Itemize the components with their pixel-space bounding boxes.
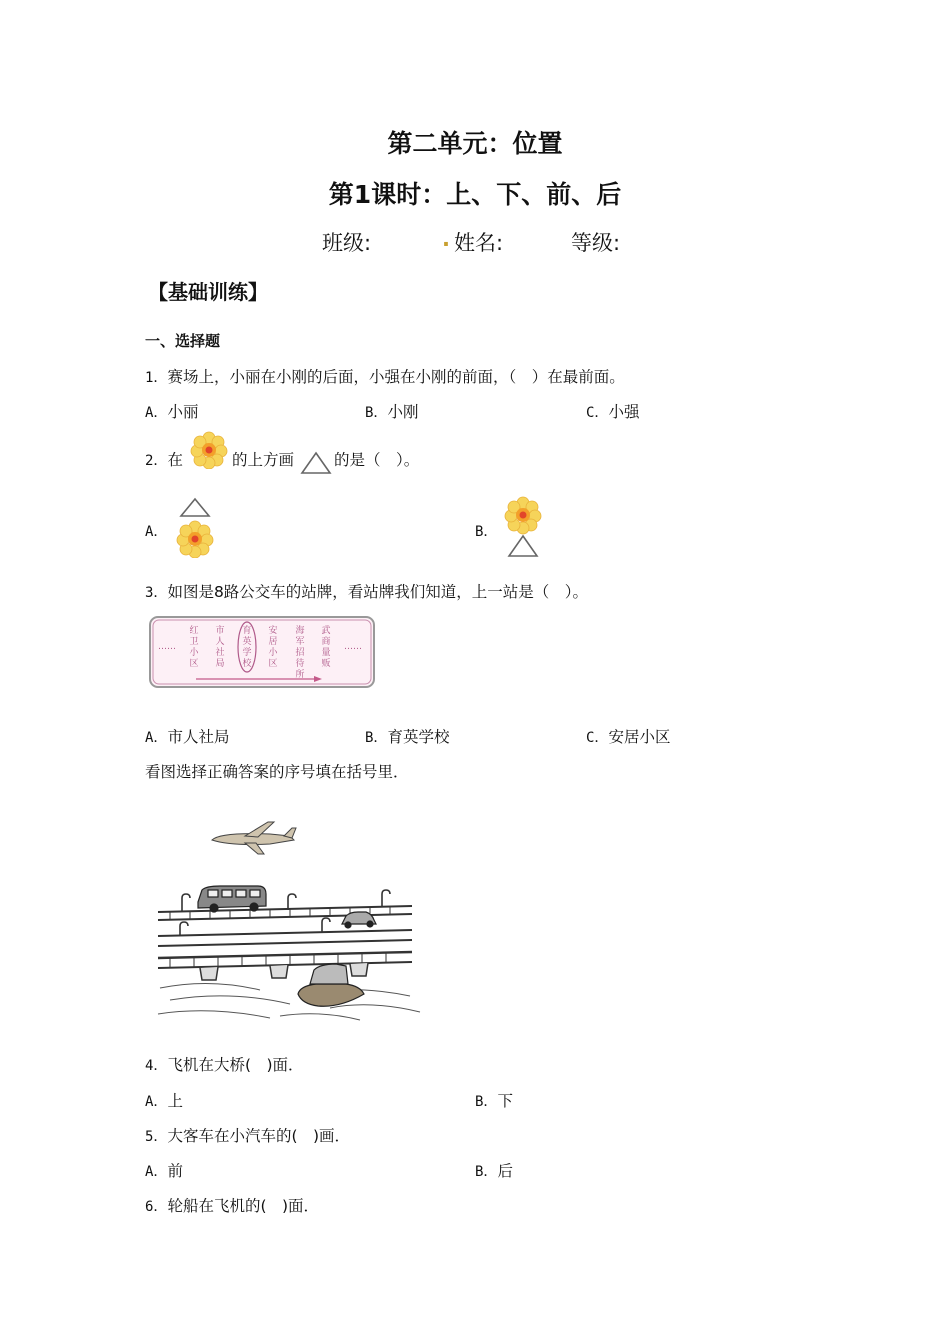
- question-2-suffix: 的是（ ）。: [334, 451, 420, 469]
- stop-name-char: 区: [268, 659, 278, 669]
- bridge-illustration: [158, 890, 420, 1020]
- question-text: 大客车在小汽车的( )画．: [167, 1127, 351, 1145]
- stop-name-char: 武: [321, 626, 331, 636]
- question-text: 轮船在飞机的( )面．: [167, 1197, 320, 1215]
- stop-name-char: 市: [215, 626, 225, 636]
- stop-name-char: 人: [215, 637, 225, 647]
- option-b[interactable]: [475, 1159, 513, 1181]
- triangle-icon: [509, 536, 537, 556]
- option-letter: A．: [145, 730, 168, 746]
- stop-name-char: 待: [295, 659, 305, 669]
- option-letter: A．: [145, 405, 168, 421]
- stop-name-char: 军: [295, 637, 305, 647]
- option-letter: A．: [145, 524, 168, 540]
- question-text: 飞机在大桥( )面．: [167, 1056, 304, 1074]
- option-letter: C．: [586, 730, 609, 746]
- flower-icon: [505, 497, 541, 534]
- stop-name-char: 社: [215, 648, 225, 658]
- question-number: 2．: [145, 453, 168, 469]
- option-b[interactable]: [475, 521, 497, 541]
- stop-name-char: 学: [242, 648, 252, 658]
- option-a[interactable]: [145, 1089, 183, 1111]
- option-text: 前: [167, 1162, 183, 1180]
- svg-text:……: ……: [158, 642, 176, 652]
- section-title: 【基础训练】: [148, 280, 268, 304]
- flower-icon: [177, 521, 213, 558]
- stop-name-char: 招: [295, 648, 305, 658]
- flower-icon: [190, 431, 228, 469]
- class-label: 班级:: [322, 231, 372, 255]
- option-b[interactable]: [365, 725, 449, 747]
- unit-title: 第二单元：位置: [387, 129, 563, 158]
- option-text: 小强: [608, 403, 640, 421]
- option-letter: B．: [475, 1094, 498, 1110]
- question-2-prefix: [145, 448, 183, 470]
- option-c[interactable]: [586, 400, 639, 422]
- option-b[interactable]: [475, 1089, 513, 1111]
- option-text: 安居小区: [608, 728, 671, 746]
- question-number: 3．: [145, 585, 168, 601]
- option-text: 育英学校: [387, 728, 450, 746]
- name-label: 姓名:: [454, 231, 504, 255]
- option-a[interactable]: [145, 725, 229, 747]
- question-text: 赛场上，小丽在小刚的后面，小强在小刚的前面，（ ）在最前面。: [167, 368, 625, 386]
- car-icon: [342, 912, 376, 928]
- triangle-icon: [300, 451, 332, 475]
- stop-name-char: 小: [268, 648, 278, 658]
- question-1: [145, 365, 625, 387]
- stop-name-char: 商: [321, 637, 331, 647]
- option-letter: B．: [475, 1164, 498, 1180]
- stop-name-char: 英: [242, 637, 252, 647]
- stop-name-char: 红: [189, 626, 199, 636]
- stop-name-char: 安: [268, 626, 278, 636]
- question-3: [145, 580, 588, 602]
- question-text: 如图是8路公交车的站牌，看站牌我们知道，上一站是（ ）。: [167, 583, 589, 601]
- question-5: [145, 1124, 350, 1146]
- bus-icon: [198, 886, 266, 912]
- option-b[interactable]: [365, 400, 418, 422]
- bus-stop-sign: [146, 613, 378, 691]
- stop-name-char: 所: [295, 670, 305, 680]
- lesson-title: 第1课时：上、下、前、后: [328, 180, 622, 209]
- stop-name-char: 海: [295, 626, 305, 636]
- option-a[interactable]: [145, 521, 167, 541]
- airplane-icon: [212, 822, 296, 854]
- stop-name-char: 贩: [321, 659, 331, 669]
- stop-name-char: 局: [215, 659, 225, 669]
- option-text: 后: [497, 1162, 513, 1180]
- instruction-text: 看图选择正确答案的序号填在括号里．: [145, 763, 409, 781]
- triangle-icon: [181, 499, 209, 516]
- question-number: 6．: [145, 1199, 168, 1215]
- option-letter: B．: [475, 524, 498, 540]
- stop-name-char: 卫: [189, 637, 199, 647]
- option-c[interactable]: [586, 725, 670, 747]
- dot-mark: .: [442, 227, 450, 251]
- option-text: 市人社局: [167, 728, 230, 746]
- question-number: 1．: [145, 370, 168, 386]
- option-letter: C．: [586, 405, 609, 421]
- grade-label: 等级:: [571, 231, 621, 255]
- option-letter: B．: [365, 405, 388, 421]
- option-a[interactable]: [145, 1159, 183, 1181]
- option-a[interactable]: [145, 400, 198, 422]
- option-text: 小刚: [387, 403, 419, 421]
- option-a-figure: [176, 496, 214, 558]
- scene-picture: [150, 818, 440, 1023]
- question-text-before: 在: [167, 451, 183, 469]
- stop-name-char: 小: [189, 648, 199, 658]
- question-number: 5．: [145, 1129, 168, 1145]
- option-b-figure: [504, 496, 542, 560]
- question-4: [145, 1053, 304, 1075]
- option-text: 上: [167, 1092, 183, 1110]
- svg-text:……: ……: [344, 642, 362, 652]
- option-text: 下: [497, 1092, 513, 1110]
- stop-name-char: 居: [268, 637, 278, 647]
- question-6: [145, 1194, 319, 1216]
- option-letter: B．: [365, 730, 388, 746]
- stop-name-char: 区: [189, 659, 199, 669]
- option-letter: A．: [145, 1164, 168, 1180]
- question-number: 4．: [145, 1058, 168, 1074]
- option-letter: A．: [145, 1094, 168, 1110]
- stop-name-char: 量: [321, 648, 331, 658]
- option-text: 小丽: [167, 403, 199, 421]
- stop-name-char: 校: [242, 659, 252, 669]
- part-title: 一、选择题: [145, 332, 221, 350]
- stop-name-char: 育: [242, 626, 252, 636]
- question-2-middle: 的上方画: [232, 451, 295, 469]
